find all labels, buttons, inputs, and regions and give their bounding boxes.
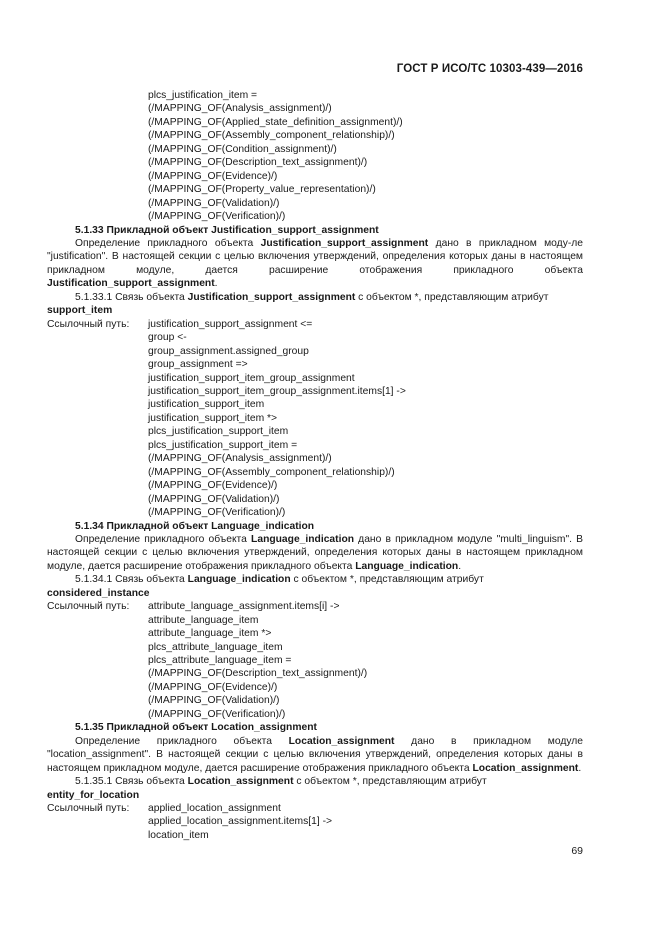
top-mapping-list — [47, 89, 583, 224]
path-line: (/MAPPING_OF(Verification)/) — [148, 708, 286, 720]
path-line: location_item — [148, 829, 209, 841]
subsection-attribute: support_item — [47, 305, 113, 317]
mapping-line: (/MAPPING_OF(Description_text_assignment)/) — [148, 157, 368, 169]
path-line: justification_support_item_group_assignment — [148, 372, 355, 384]
path-line: applied_location_assignment.items[1] -> — [148, 816, 333, 828]
path-line: (/MAPPING_OF(Validation)/) — [148, 695, 280, 707]
page-content — [47, 89, 583, 842]
path-line: justification_support_item *> — [148, 412, 278, 424]
section-paragraph: Определение прикладного объекта Location_assignment дано в прикладном модуле "location_assignment". В настоящей секции с целью включения утверждений, определения которых даны в настоящем прикладном модуле, дается расширение отображения прикладного объекта Location_assignment. — [47, 735, 584, 774]
path-line: (/MAPPING_OF(Validation)/) — [148, 493, 280, 505]
path-line: plcs_justification_support_item — [148, 426, 289, 438]
reference-path-row: Ссылочный путь: attribute_language_assignment.items[i] -> — [47, 601, 340, 613]
path-line: (/MAPPING_OF(Evidence)/) — [148, 480, 278, 492]
subsection-heading: 5.1.33.1 Связь объекта Justification_support_assignment с объектом *, представляющим атрибут — [75, 291, 549, 303]
subsection-attribute: entity_for_location — [47, 789, 140, 801]
path-line: (/MAPPING_OF(Verification)/) — [148, 507, 286, 519]
reference-path-label: Ссылочный путь: — [47, 318, 130, 330]
mapping-line: (/MAPPING_OF(Analysis_assignment)/) — [148, 103, 332, 115]
path-line: plcs_justification_support_item = — [148, 439, 298, 451]
mapping-line: (/MAPPING_OF(Assembly_component_relationship)/) — [148, 130, 395, 142]
reference-path-row: Ссылочный путь: applied_location_assignment — [47, 803, 281, 815]
section-paragraph: Определение прикладного объекта Justification_support_assignment дано в прикладном моду-ле "justification". В настоящей секции с целью включения утверждений, определения которых даны в настоящем прикладном модуле, дается расширение отображения прикладного объекта Justification_support_assignment. — [47, 237, 584, 290]
path-line: group_assignment.assigned_group — [148, 345, 309, 357]
section-paragraph: Определение прикладного объекта Language_indication дано в прикладном модуле "multi_linguism". В настоящей секции с целью включения утверждений, определения которых даны в настоящем прикладном модуле, дается расширение отображения прикладного объекта Language_indication. — [47, 533, 583, 572]
reference-path-label: Ссылочный путь: — [47, 803, 130, 815]
mapping-line: plcs_justification_item = — [148, 90, 258, 101]
reference-path-row: Ссылочный путь: justification_support_assignment <= — [47, 318, 313, 330]
path-line: group_assignment => — [148, 359, 248, 371]
mapping-line: (/MAPPING_OF(Evidence)/) — [148, 170, 278, 182]
path-line: attribute_language_item *> — [148, 628, 272, 640]
path-line: attribute_language_item — [148, 614, 259, 626]
path-line: plcs_attribute_language_item = — [148, 655, 292, 667]
path-line: plcs_attribute_language_item — [148, 641, 283, 653]
section-heading: 5.1.33 Прикладной объект Justification_support_assignment — [75, 224, 379, 236]
section-heading: 5.1.35 Прикладной объект Location_assignment — [75, 722, 317, 734]
path-line: justification_support_item — [148, 399, 265, 411]
path-line: (/MAPPING_OF(Analysis_assignment)/) — [148, 453, 332, 465]
reference-path — [47, 318, 583, 520]
reference-path — [47, 600, 583, 721]
mapping-line: (/MAPPING_OF(Condition_assignment)/) — [148, 143, 337, 155]
subsection-heading: 5.1.35.1 Связь объекта Location_assignment с объектом *, представляющим атрибут — [75, 776, 487, 788]
section-heading: 5.1.34 Прикладной объект Language_indication — [75, 520, 315, 532]
subsection-heading: 5.1.34.1 Связь объекта Language_indication с объектом *, представляющим атрибут — [75, 574, 484, 586]
mapping-line: (/MAPPING_OF(Validation)/) — [148, 197, 280, 209]
path-line: (/MAPPING_OF(Evidence)/) — [148, 681, 278, 693]
page-number: 69 — [571, 845, 583, 857]
path-line: group <- — [148, 332, 187, 344]
mapping-line: (/MAPPING_OF(Property_value_representation)/) — [148, 184, 376, 196]
mapping-line: (/MAPPING_OF(Verification)/) — [148, 211, 286, 223]
mapping-line: (/MAPPING_OF(Applied_state_definition_assignment)/) — [148, 116, 403, 128]
document-header: ГОСТ Р ИСО/ТС 10303-439—2016 — [396, 63, 583, 75]
path-line: justification_support_item_group_assignment.items[1] -> — [148, 385, 406, 397]
reference-path-label: Ссылочный путь: — [47, 601, 130, 613]
subsection-attribute: considered_instance — [47, 587, 150, 599]
path-line: (/MAPPING_OF(Assembly_component_relationship)/) — [148, 466, 395, 478]
reference-path — [47, 802, 583, 842]
path-line: (/MAPPING_OF(Description_text_assignment)/) — [148, 668, 368, 680]
